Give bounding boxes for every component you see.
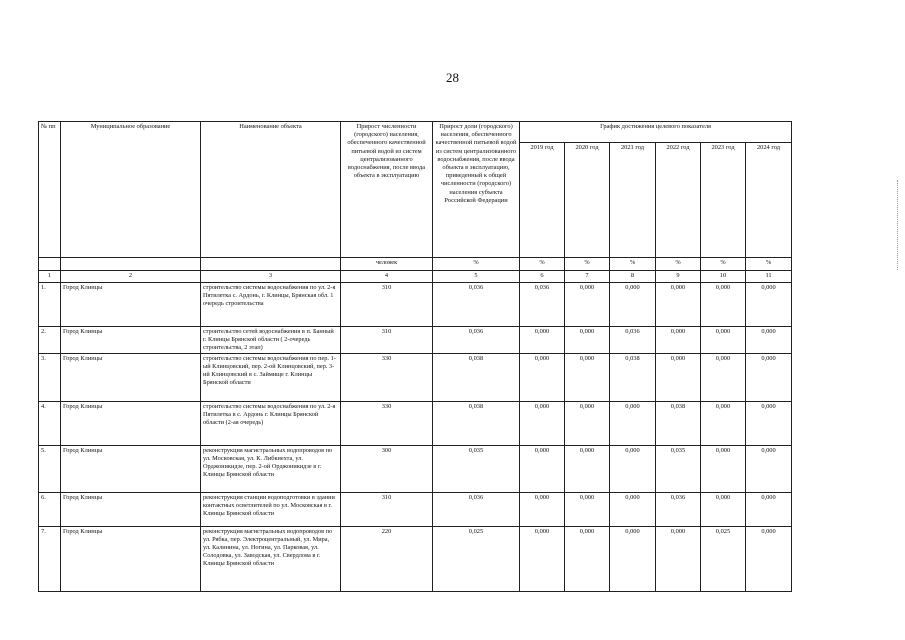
object-cell: строительство системы водоснабжения по ул. 2-я Пятилетка с. Ардонь, г. Клинцы, Брянская обл. 1 очередь строительства bbox=[201, 283, 341, 327]
row-number: 5. bbox=[39, 446, 61, 493]
year-value-cell: 0,000 bbox=[565, 446, 610, 493]
count-cell: 330 bbox=[341, 402, 433, 446]
year-value-cell: 0,000 bbox=[746, 493, 792, 527]
unit-cell: % bbox=[520, 258, 565, 271]
count-cell: 310 bbox=[341, 283, 433, 327]
count-cell: 310 bbox=[341, 327, 433, 354]
share-cell: 0,038 bbox=[433, 354, 520, 402]
column-numbers-row bbox=[39, 271, 792, 283]
row-number: 2. bbox=[39, 327, 61, 354]
year-value-cell: 0,000 bbox=[610, 527, 656, 592]
year-value-cell: 0,000 bbox=[746, 402, 792, 446]
scan-edge-mark bbox=[897, 180, 900, 270]
header-year: 2023 год bbox=[701, 143, 746, 258]
year-value-cell: 0,000 bbox=[610, 283, 656, 327]
column-number: 2 bbox=[61, 271, 201, 283]
column-number: 7 bbox=[565, 271, 610, 283]
municipality-cell: Город Клинцы bbox=[61, 446, 201, 493]
column-number: 5 bbox=[433, 271, 520, 283]
share-cell: 0,036 bbox=[433, 283, 520, 327]
object-cell: реконструкция магистральных водопроводов по ул. Рябка, пер. Электроцентральный, ул. Мира, ул. Калинина, ул. Ногина, ул. Парковая, ул. Солодовка, ул. Заводская, ул. Свердлова в г. Клинцы Брянской области bbox=[201, 527, 341, 592]
year-value-cell: 0,000 bbox=[701, 354, 746, 402]
unit-cell: % bbox=[565, 258, 610, 271]
year-value-cell: 0,035 bbox=[656, 446, 701, 493]
unit-cell: % bbox=[433, 258, 520, 271]
header-num: № пп bbox=[39, 122, 61, 258]
header-year: 2022 год bbox=[656, 143, 701, 258]
count-cell: 220 bbox=[341, 527, 433, 592]
header-year: 2020 год bbox=[565, 143, 610, 258]
column-number: 4 bbox=[341, 271, 433, 283]
year-value-cell: 0,025 bbox=[701, 527, 746, 592]
object-cell: строительство системы водоснабжения по пер. 1-ый Клинцовский, пер. 2-ой Клинцовский, пер. 3-ий Клинцовский в с. Займище г. Клинцы Брянской области bbox=[201, 354, 341, 402]
table-row bbox=[39, 446, 792, 493]
row-number: 1. bbox=[39, 283, 61, 327]
unit-cell: % bbox=[746, 258, 792, 271]
year-value-cell: 0,000 bbox=[610, 446, 656, 493]
year-value-cell: 0,000 bbox=[565, 354, 610, 402]
year-value-cell: 0,000 bbox=[520, 446, 565, 493]
object-cell: строительство сетей водоснабжения в п. Банный г. Клинцы Брянской области ( 2-очередь строительства, 2 этап) bbox=[201, 327, 341, 354]
column-number: 1 bbox=[39, 271, 61, 283]
object-cell: реконструкция станции водоподготовки в здании контактных осветлителей по ул. Московская в г. Клинцы Брянской области bbox=[201, 493, 341, 527]
row-number: 6. bbox=[39, 493, 61, 527]
year-value-cell: 0,000 bbox=[610, 402, 656, 446]
municipality-cell: Город Клинцы bbox=[61, 327, 201, 354]
municipality-cell: Город Клинцы bbox=[61, 493, 201, 527]
column-number: 9 bbox=[656, 271, 701, 283]
header-year: 2024 год bbox=[746, 143, 792, 258]
row-number: 7. bbox=[39, 527, 61, 592]
share-cell: 0,035 bbox=[433, 446, 520, 493]
count-cell: 300 bbox=[341, 446, 433, 493]
header-object: Наименование объекта bbox=[201, 122, 341, 258]
year-value-cell: 0,000 bbox=[520, 327, 565, 354]
year-value-cell: 0,038 bbox=[610, 354, 656, 402]
count-cell: 330 bbox=[341, 354, 433, 402]
object-cell: строительство системы водоснабжения по ул. 2-я Пятилетка в с. Ардонь г. Клинцы Брянской области (2-ая очередь) bbox=[201, 402, 341, 446]
year-value-cell: 0,000 bbox=[565, 527, 610, 592]
year-value-cell: 0,000 bbox=[656, 283, 701, 327]
column-number: 8 bbox=[610, 271, 656, 283]
unit-cell: % bbox=[610, 258, 656, 271]
year-value-cell: 0,000 bbox=[701, 327, 746, 354]
targets-table bbox=[38, 121, 792, 592]
year-value-cell: 0,000 bbox=[701, 402, 746, 446]
year-value-cell: 0,000 bbox=[520, 527, 565, 592]
column-number: 6 bbox=[520, 271, 565, 283]
year-value-cell: 0,000 bbox=[565, 402, 610, 446]
table-row bbox=[39, 402, 792, 446]
year-value-cell: 0,000 bbox=[746, 527, 792, 592]
year-value-cell: 0,000 bbox=[701, 493, 746, 527]
share-cell: 0,036 bbox=[433, 327, 520, 354]
municipality-cell: Город Клинцы bbox=[61, 402, 201, 446]
year-value-cell: 0,000 bbox=[520, 354, 565, 402]
municipality-cell: Город Клинцы bbox=[61, 527, 201, 592]
unit-cell: % bbox=[656, 258, 701, 271]
page-number: 28 bbox=[446, 70, 459, 85]
year-value-cell: 0,000 bbox=[656, 354, 701, 402]
year-value-cell: 0,000 bbox=[701, 283, 746, 327]
year-value-cell: 0,036 bbox=[610, 327, 656, 354]
year-value-cell: 0,000 bbox=[701, 446, 746, 493]
header-year: 2021 год bbox=[610, 143, 656, 258]
year-value-cell: 0,000 bbox=[656, 327, 701, 354]
column-number: 11 bbox=[746, 271, 792, 283]
year-value-cell: 0,000 bbox=[746, 283, 792, 327]
year-value-cell: 0,000 bbox=[610, 493, 656, 527]
table-row bbox=[39, 527, 792, 592]
year-value-cell: 0,038 bbox=[656, 402, 701, 446]
unit-cell: человек bbox=[341, 258, 433, 271]
header-growth-count: Прирост численности (городского) населения, обеспеченного качественной питьевой водой из систем централизованного водоснабжения, после ввода объекта в эксплуатацию bbox=[341, 122, 433, 258]
row-number: 3. bbox=[39, 354, 61, 402]
year-value-cell: 0,000 bbox=[746, 354, 792, 402]
table-row bbox=[39, 283, 792, 327]
year-value-cell: 0,000 bbox=[656, 527, 701, 592]
header-year: 2019 год bbox=[520, 143, 565, 258]
share-cell: 0,038 bbox=[433, 402, 520, 446]
year-value-cell: 0,000 bbox=[565, 283, 610, 327]
year-value-cell: 0,000 bbox=[746, 446, 792, 493]
object-cell: реконструкция магистральных водопроводов по ул. Московская, ул. К. Либкнехта, ул. Орджоникидзе, пер. 2-ой Орджоникидзе в г. Клинцы Брянской области bbox=[201, 446, 341, 493]
municipality-cell: Город Клинцы bbox=[61, 354, 201, 402]
row-number: 4. bbox=[39, 402, 61, 446]
column-number: 10 bbox=[701, 271, 746, 283]
unit-cell: % bbox=[701, 258, 746, 271]
municipality-cell: Город Клинцы bbox=[61, 283, 201, 327]
share-cell: 0,025 bbox=[433, 527, 520, 592]
year-value-cell: 0,000 bbox=[520, 493, 565, 527]
header-row bbox=[39, 122, 792, 143]
year-value-cell: 0,000 bbox=[746, 327, 792, 354]
header-municipality: Муниципальное образование bbox=[61, 122, 201, 258]
header-growth-share: Прирост доли (городского) населения, обеспеченного качественной питьевой водой из систем централизованного водоснабжения, после ввода объекта в эксплуатацию, приведенный к общей численности (городского) населения субъекта Российской Федерации bbox=[433, 122, 520, 258]
header-schedule: График достижения целевого показателя bbox=[520, 122, 792, 143]
table-row bbox=[39, 354, 792, 402]
table-row bbox=[39, 493, 792, 527]
share-cell: 0,036 bbox=[433, 493, 520, 527]
year-value-cell: 0,036 bbox=[520, 283, 565, 327]
table-row bbox=[39, 327, 792, 354]
year-value-cell: 0,000 bbox=[565, 493, 610, 527]
year-value-cell: 0,000 bbox=[565, 327, 610, 354]
column-number: 3 bbox=[201, 271, 341, 283]
units-row bbox=[39, 258, 792, 271]
count-cell: 310 bbox=[341, 493, 433, 527]
year-value-cell: 0,000 bbox=[520, 402, 565, 446]
year-value-cell: 0,036 bbox=[656, 493, 701, 527]
